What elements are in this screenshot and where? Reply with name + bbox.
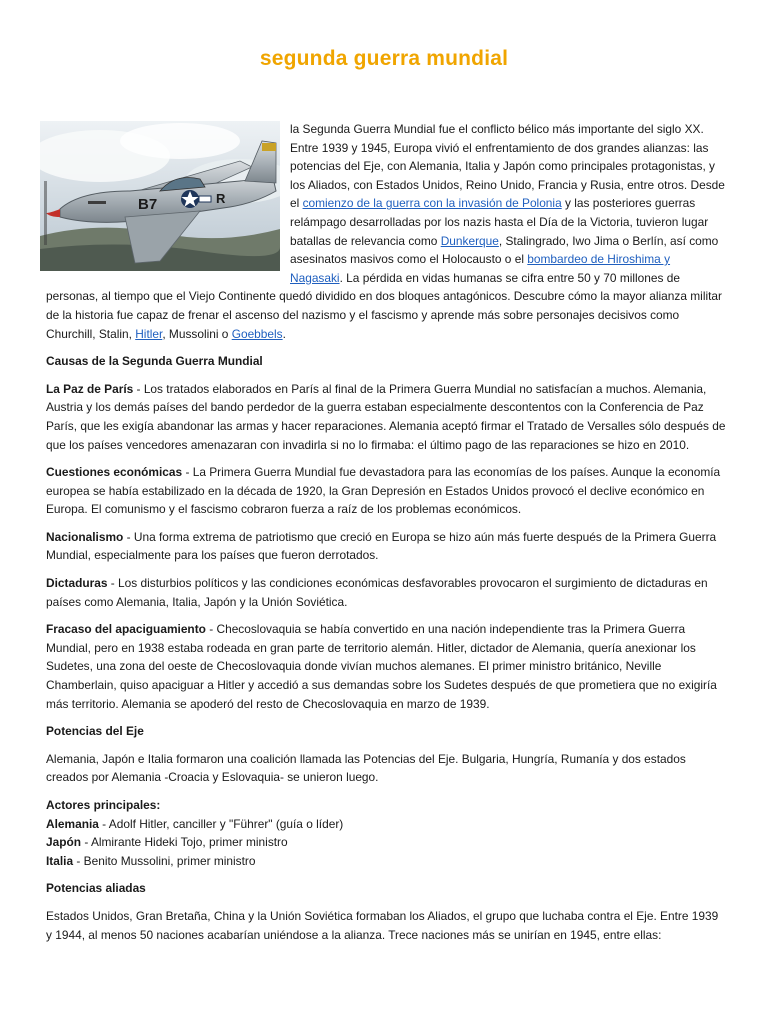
- side-letter-text: R: [216, 191, 226, 206]
- allies-heading: Potencias aliadas: [46, 881, 146, 896]
- intro-paragraph: la Segunda Guerra Mundial fue el conflicto bélico más importante del siglo XX. Entre 1939 y 1945, Europa vivió el enfrentamiento de dos grandes alianzas: las potencias del Eje, con Alemania, Italia y Japón como principales protagonistas, y los Aliados, con Estados Unidos, Reino Unido, Francia y Rusia, entre otros. Desde el comienzo de la guerra con la invasión de Polonia y las posteriores guerras relámpago desarrolladas por los nazis hasta el Día de la Victoria, tuvieron lugar batallas de relevancia como Dunkerque, Stalingrado, Iwo Jima o Berlín, así como asesinatos masivos como el Holocausto o el bombardeo de Hiroshima y Nagasaki. La pérdida en vidas humanas se cifra entre 50 y 70 millones de personas, al tiempo que el Viejo Continente quedó dividido en dos bloques antagónicos. Descubre cómo la mayor alianza militar de la historia fue capaz de frenar el ascenso del nazismo y el fascismo y aprende más sobre personajes decisivos como Churchill, Stalin, Hitler, Mussolini o Goebbels.: [46, 122, 725, 341]
- link-goebbels[interactable]: Goebbels: [231, 326, 283, 341]
- link-hitler[interactable]: Hitler: [135, 326, 163, 341]
- axis-paragraph: Alemania, Japón e Italia formaron una coalición llamada las Potencias del Eje. Bulgaria, Hungría, Rumanía y dos estados creados por Alemania -Croacia y Eslovaquia- se unieron luego.: [46, 751, 686, 785]
- actor-country: Japón: [46, 835, 82, 850]
- cause-paragraph: Nacionalismo - Una forma extrema de patriotismo que creció en Europa se hizo aún más fuerte después de la Primera Guerra Mundial, especialmente para los países que fueron derrotados.: [46, 529, 717, 563]
- causes-heading: Causas de la Segunda Guerra Mundial: [46, 354, 263, 369]
- axis-heading: Potencias del Eje: [46, 724, 144, 739]
- cause-paragraph: Fracaso del apaciguamiento - Checoslovaquia se había convertido en una nación independiente tras la Primera Guerra Mundial, pero en 1938 estaba rodeada en gran parte de territorio alemán. Hitler, dictador de Alemania, quería anexionar los Sudetes, una zona del oeste de Checoslovaquia donde vivían muchos alemanes. El primer ministro británico, Neville Chamberlain, quiso apaciguar a Hitler y accedió a sus demandas sobre los Sudetes después de que prometiera que no exigiría más territorio. Alemania se apoderó del resto de Checoslovaquia en marzo de 1939.: [46, 622, 717, 711]
- cause-term: Fracaso del apaciguamiento: [46, 622, 206, 637]
- cause-paragraph: Dictaduras - Los disturbios políticos y las condiciones económicas desfavorables provocaron el surgimiento de dictaduras en países como Alemania, Italia, Japón y la Unión Soviética.: [46, 576, 708, 609]
- allies-paragraph: Estados Unidos, Gran Bretaña, China y la Unión Soviética formaban los Aliados, el grupo que luchaba contra el Eje. Entre 1939 y 1944, al menos 50 naciones acabarían uniéndose a la alianza. Trece naciones más se unirían en 1945, entre ellas:: [46, 908, 719, 942]
- p51-mustang-photo: [40, 121, 280, 271]
- link-hiroshima-nagasaki[interactable]: bombardeo de Hiroshima y Nagasaki: [290, 252, 671, 285]
- actors-block: Actores principales: Alemania - Adolf Hitler, canciller y "Führer" (guía o líder) Japón - Almirante Hideki Tojo, primer ministro Italia - Benito Mussolini, primer ministro: [46, 798, 344, 868]
- actor-country: Italia: [46, 853, 74, 868]
- actors-heading: Actores principales:: [46, 798, 161, 812]
- actor-country: Alemania: [46, 816, 99, 831]
- cause-term: Dictaduras: [46, 576, 108, 591]
- cause-term: La Paz de París: [46, 381, 134, 396]
- link-dunkerque[interactable]: Dunkerque: [440, 233, 499, 248]
- cause-paragraph: Cuestiones económicas - La Primera Guerra Mundial fue devastadora para las economías de los países. Aunque la economía europea se había estabilizado en la década de 1920, la Gran Depresión en Estados Unidos provocó el declive económico en Europa. El comunismo y el fascismo cobraron fuerza a raíz de los problemas económicos.: [46, 465, 721, 517]
- cause-term: Nacionalismo: [46, 529, 124, 544]
- cause-paragraph: La Paz de París - Los tratados elaborados en París al final de la Primera Guerra Mundial no satisfacían a muchos. Alemania, Austria y los demás países del bando perdedor de la guerra estaban especialmente descontentos con la Conferencia de Paz París, que les exigía abandonar las armas y hacer reparaciones. Alemania aceptó firmar el Tratado de Versalles sólo después de que los países vencedores amenazaran con invadirla si no lo firmaba: el último pago de las reparaciones se hizo en 2010.: [46, 381, 726, 452]
- tail-code-text: B7: [138, 196, 158, 213]
- link-invasion-polonia[interactable]: comienzo de la guerra con la invasión de Polonia: [302, 196, 562, 211]
- fighter-plane-image: [40, 121, 280, 271]
- cause-term: Cuestiones económicas: [46, 465, 183, 480]
- document-body: [46, 120, 726, 953]
- page-title: segunda guerra mundial: [259, 47, 509, 70]
